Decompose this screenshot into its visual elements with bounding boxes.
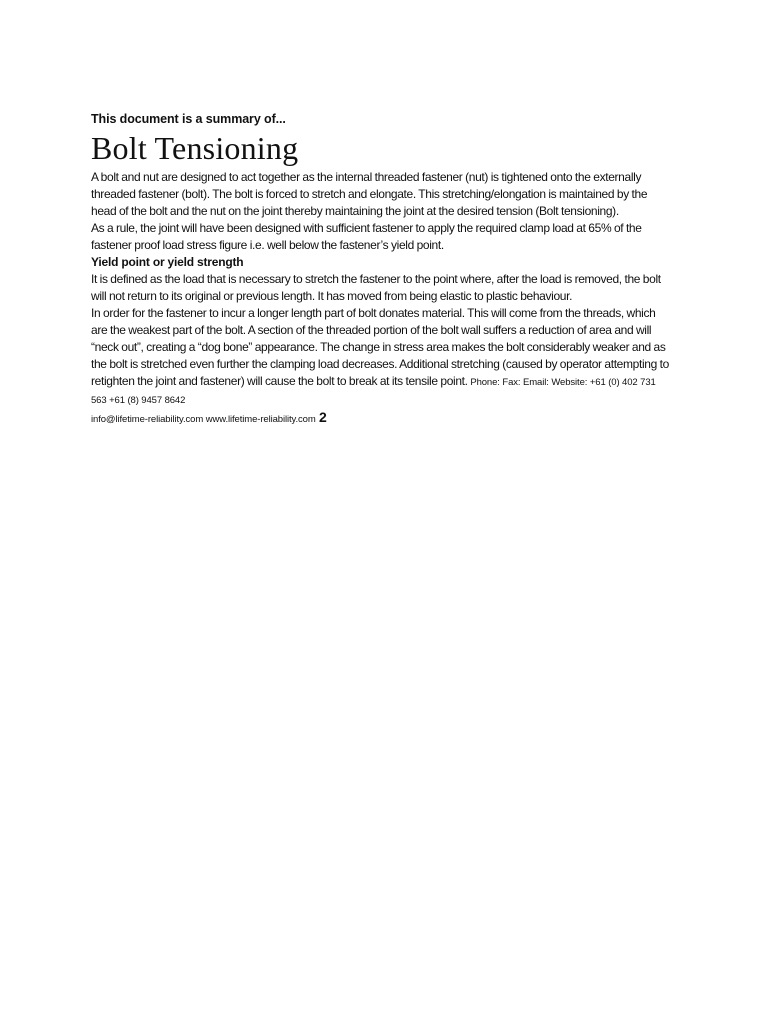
paragraph-yield-definition: It is defined as the load that is necessary to stretch the fastener to the point where, after the load is removed, the bolt will not return to its original or previous length. It has moved from being elastic to plastic behaviour. (91, 272, 661, 303)
paragraph-bolt-nut: A bolt and nut are designed to act together as the internal threaded fastener (nut) is tightened onto the externally threaded fastener (bolt). The bolt is forced to stretch and elongate. This stretching/elongation is maintained by the head of the bolt and the nut on the joint thereby maintaining the joint at the desired tension (Bolt tensioning). (91, 170, 648, 218)
paragraph-clamp-load: As a rule, the joint will have been designed with sufficient fastener to apply the required clamp load at 65% of the fastener proof load stress figure i.e. well below the fastener’s yield point. (91, 221, 642, 252)
footer-links: info@lifetime-reliability.com www.lifetime-reliability.com (91, 414, 316, 425)
contact-line: Phone: Fax: Email: Website: +61 (0) 402 731 563 +61 (8) 9457 8642 (91, 377, 656, 406)
document-page (91, 111, 673, 428)
subheading-yield-point: Yield point or yield strength (91, 255, 244, 269)
page-number: 2 (319, 409, 327, 425)
footer (91, 409, 673, 428)
paragraph-necking (91, 305, 673, 409)
document-intro: This document is a summary of... (91, 112, 286, 126)
necking-text: In order for the fastener to incur a longer length part of bolt donates material. This will come from the threads, which are the weakest part of the bolt. A section of the threaded portion of the bolt wall suffers a reduction of area and will “neck out”, creating a “dog bone” appearance. The change in stress area makes the bolt considerably weaker and as the bolt is stretched even further the clamping load decreases. Additional stretching (caused by operator attempting to retighten the joint and fastener) will cause the bolt to break at its tensile point. (91, 306, 669, 388)
document-title: Bolt Tensioning (91, 130, 299, 166)
